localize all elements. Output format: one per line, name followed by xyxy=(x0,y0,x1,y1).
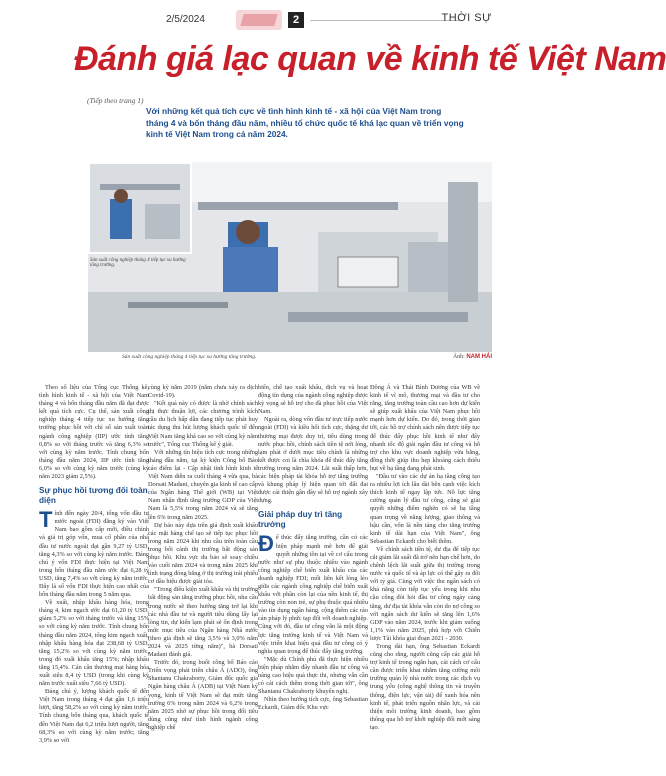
paragraph: Theo số liệu của Tổng cục Thống kê, tình hình kinh tế - xã hội của Việt Nam tháng 4 và bốn tháng đầu năm đã đạt được kết quả tích cực. Cụ thể, sản xuất công nghiệp tháng 4 tiếp tục xu hướng tăng trưởng phục hồi với chỉ số sản xuất toàn ngành công nghiệp (IIP) ước tính tăng 0,8% so với tháng trước và tăng 6,3% so với cùng kỳ năm trước. Tính chung bốn tháng đầu năm 2024, IIP ước tính tăng 6,0% so với cùng kỳ năm trước (cùng kỳ năm 2023 giảm 2,5%). xyxy=(39,384,149,481)
drop-cap: T xyxy=(39,507,53,533)
paragraph: "Kết quả này có được là nhờ chính sách thị thực thuận lợi, các chương trình kích cầu du lịch hấp dẫn đang tiếp tục phát huy tác dụng thu hút lượng khách quốc tế đến Việt Nam tăng khá cao so với cùng kỳ năm trước", Tổng cục Thống kê ý giải. xyxy=(148,400,258,448)
paragraph: "Mặc dù Chính phủ đã thực hiện nhiều biện pháp nhằm đẩy nhanh đầu tư công và nâng cao hiệu quả thực thi, nhưng vẫn cần có cải cách thêm trong thời gian tới", ông Shantanu Chakraborty khuyến nghị. xyxy=(258,655,368,696)
article-headline: Đánh giá lạc quan về kinh tế Việt Nam xyxy=(74,40,666,78)
article-column-4 xyxy=(370,384,480,732)
newspaper-logo xyxy=(236,10,282,30)
paragraph: Đông Á và Thái Bình Dương của WB về kinh tế vĩ mô, thương mại và đầu tư cho rằng, tăng trưởng toàn cầu cao hơn dự kiến sẽ giúp xuất khẩu của Việt Nam phục hồi mạnh hơn dự kiến. Do đó, trong thời gian tới, các hồ trợ chính sách nên được tiếp tục để thúc đẩy phục hồi kinh tế như đẩy nhanh tốc độ giải ngân đầu tư công và hỗ trợ cho khu vực doanh nghiệp vừa bằng, đồng thời giúp thu hẹp khoảng cách thiếu hụt về hạ tầng đang phát sinh. xyxy=(370,384,480,472)
article-column-1 xyxy=(39,384,149,745)
article-column-3 xyxy=(258,384,368,712)
continued-note: (Tiếp theo trang 1) xyxy=(87,96,144,105)
paragraph: Trước đó, trong buổi công bố Báo cáo Triển vọng phát triển châu Á (ADO), ông Shantanu Chakraborty, Giám đốc quốc gia Ngân hàng châu Á (ADB) tại Việt Nam kỳ vọng, kinh tế Việt Nam sẽ đạt mức tăng trưởng 6% trong năm 2024 và 6,2% trong năm 2025 nhờ sự phục hồi trong đối tiêu dùng cũng như tình hình ngành công nghiệp chế xyxy=(148,659,258,731)
article-column-2 xyxy=(148,384,258,732)
paragraph: Trong dài hạn, ông Sebastian Eckardt cũng cho rằng, người cũng cấp các giải hỗ trợ kinh tế trong ngắn hạn, cải cách cơ cấu cần được triển khai nhằm tăng cường môi trường quản lý nhà nước trong các dịch vụ trung yếu (công nghệ thông tin và truyền thông, điện lực, vận tải) để xanh hóa nền kinh tế, phát triển nguồn nhân lực, và cải thiện môi trường kinh doanh, bao gồm thông qua hỗ trợ khởi nghiệp đổi mới sáng tạo. xyxy=(370,643,480,731)
subheading: Sự phục hồi tương đối toàn diện xyxy=(39,486,148,506)
inset-caption: Sản xuất công nghiệp tháng 4 tiếp tục xu hướng tăng trưởng. xyxy=(90,258,186,268)
article-photo xyxy=(88,162,492,352)
credit-label: Ảnh: xyxy=(452,354,465,360)
header-rule xyxy=(310,20,460,21)
paragraph: Đáng chú ý, lượng khách quốc tế đến Việt Nam trong tháng 4 đạt gần 1,6 triệu lượt, tăng 58,2% so với cùng kỳ năm trước. Tính chung bốn tháng qua, khách quốc tế đến Việt Nam đạt 6,2 triệu lượt người, tăng 68,3% so với cùng kỳ năm trước; tăng 3,9% so với xyxy=(39,688,149,744)
paragraph: cùng kỳ năm 2019 (năm chưa xảy ra dịch Covid-19). xyxy=(148,384,258,400)
paragraph: "Đầu tư vào các dự án hạ tầng công tạo ra nhiều lợi ích lâu dài bên cạnh việc kích thích kinh tế ngay lập tức. Nỗ lực tăng cường quản lý đầu tư công, cũng sẽ giải quyết những điểm nghẽn có sẽ hạ tầng quan trọng về năng lượng, giao thông và hậu cần, vốn là nền tảng cho tăng trưởng kinh tế dài hạn của Việt Nam", ông Sebastian Eckardt cho biết thêm. xyxy=(370,473,480,545)
paragraph-dropcap xyxy=(258,531,368,655)
paragraph-text: ể thúc đẩy tăng trưởng, cần có các biện pháp mạnh mẽ hơn để giải quyết những tồn tại về cơ cấu trong nước như sự phụ thuộc nhiều vào ngành công nghiệp chế biến xuất khẩu của các doanh nghiệp FDI; mối liên kết lỏng lẻo giữa các ngành công nghiệp chế biến xuất khẩu với phần còn lại của nền kinh tế, thị trường còn non trẻ, sự phụ thuộc quá nhiều vào tín dụng ngân hàng, cộng thêm các rào cản pháp lý phức tạp đối với doanh nghiệp. Cũng với đó, đầu tư công vẫn là một động lực tăng trưởng kinh tế và Việt Nam và việc triển khai hiệu quả đầu tư công có ý nghĩa quan trọng để thúc đẩy tăng trưởng. xyxy=(258,534,368,655)
paragraph: Ngoài ra, dòng vốn đầu tư trực tiếp nước ngoài (FDI) và kiều hối tích cực, thặng dư thương mại được duy trì, tiêu dùng trong nước phục hồi, chính sách tiền tệ nới lỏng, lạm phát ở dưới mục tiêu chính là những kết được coi là chìa khóa để thúc đẩy tăng trưởng trong năm 2024. Lãi suất thấp hơn, các biện pháp tài khóa hỗ trợ tăng trưởng và khung pháp lý hiện quan tới đất đai được cải thiện gần đây sẽ hỗ trợ ngành xây dựng. xyxy=(258,416,368,505)
paragraph-dropcap xyxy=(39,507,149,599)
paragraph: Nhìn theo hướng tích cực, ông Sebastian Eckardt, Giám đốc Khu vực xyxy=(258,696,368,712)
article-lead: Với những kết quả tích cực về tình hình kinh tế - xã hội của Việt Nam trong tháng 4 và bốn tháng đầu năm, nhiều tổ chức quốc tế khá lạc quan về triển vọng kinh tế Việt Nam trong cả năm 2024. xyxy=(146,106,464,139)
paragraph: biến, chế tạo xuất khẩu, dịch vụ và hoạt động tín dụng của ngành công nghiệp được kỳ vọng sẽ hỗ trợ cho đà phục hồi của Việt Nam. xyxy=(258,384,368,416)
page-number: 2 xyxy=(288,12,304,28)
inset-illustration xyxy=(90,164,190,252)
drop-cap: Đ xyxy=(258,531,274,557)
issue-date: 2/5/2024 xyxy=(166,14,205,25)
paragraph: Về xuất, nhập khẩu hàng hóa, trong tháng 4, kim ngạch ước đạt 61,20 tỷ USD, giảm 5,2% so với tháng trước và tăng 15% so với cùng kỳ năm trước. Tính chung bốn tháng đầu năm 2024, tổng kim ngạch xuất, nhập khẩu hàng hóa đạt 238,68 tỷ USD, tăng 15,2% so với cùng kỳ năm trước, trong đó xuất khẩu tăng 15%; nhập khẩu tăng 15,4%. Cán cân thương mại hàng hóa xuất siêu 8,4 tỷ USD (trong khi cùng kỳ năm trước xuất siêu 7,66 tỷ USD). xyxy=(39,599,149,688)
page-header xyxy=(40,8,492,34)
photo-caption: Sản xuất công nghiệp tháng 4 tiếp tục xu hướng tăng trưởng. xyxy=(122,354,257,360)
paragraph: Dự báo này dựa trên giả định xuất khẩu các mặt hàng chế tạo sẽ tiếp tục phục hồi trong năm 2024 khi nhu cầu trên toàn cầu trong bối cảnh thị trường bất động sản phục hồi. Khu vực du bảo sẽ soay chiều vào cuối năm 2024 và trong năm 2025 khi tình trạng đóng băng ở thị trường trái phiếu cơ dầu hiệu được giải tỏa. xyxy=(148,521,258,586)
paragraph: Với những tín hiệu tích cực trong những tháng đầu năm, tại kỳ kiện Công bố Báo cáo điểm lại - Cập nhật tình hình kinh tế Việt Nam diễn ra cuối tháng 4 vừa qua, bà Dorsati Madani, chuyên gia kinh tế cao cấp của Ngân hàng Thế giới (WB) tại Việt Nam nhận định tăng trưởng GDP của Việt Nam là 5,5% trong năm 2024 và sẽ tăng lên 6% trong năm 2025. xyxy=(148,448,258,521)
paragraph: "Trong điều kiện xuất khẩu và thị trường bất động sản tăng trưởng phục hồi, nhu cầu trong nước sẽ theo hướng tăng trở lại khi các nhà đầu tư và người tiêu dùng lấy lại lòng tin, dự kiến lạm phát sẽ ổn định trong mức mục tiêu của Ngân hàng Nhà nước (theo giả định sẽ tăng 3,5% và 3,0% năm 2024 và 2025 từng năm)", bà Dorsati Madani đánh giá. xyxy=(148,586,258,659)
section-name: THỜI SỰ xyxy=(441,12,492,24)
photo-credit xyxy=(453,354,492,360)
credit-name: NAM HẢI xyxy=(466,354,492,360)
paragraph: Về chính sách tiền tệ, dư địa để tiếp tục cắt giảm lãi suất đã trở nên hạn chế hơn, do chênh lệch lãi suất giữa thị trường trong nước và quốc tế và áp lực có thể gây ra đối với tỷ giá. Cùng với việc thu ngân sách có khả năng còn tiếp tục yếu trong khi nhu cầu công đòi hỏi đầu tư công ngày càng tăng, dư địa tài khóa vẫn còn do nợ công so với ngân sách dư kiến sẽ tăng lên 1,6% GDP vào năm 2024, trước khi giảm xuống 1,1% vào năm 2025, phù hợp với Chiến lược Tài khóa giai đoạn 2021 - 2030. xyxy=(370,545,480,642)
inset-photo xyxy=(88,162,192,254)
paragraph-text: ính đến ngày 20/4, tổng vốn đầu tư nước ngoài (FDI) đăng ký vào Việt Nam bao gồm cấp mới, điều chỉnh và giá trị góp vốn, mua cổ phần của nhà đầu tư nước ngoài đạt gần 9,27 tỷ USD, tăng 4,3% so với cùng kỳ năm trước. Đáng chú ý vốn FDI thực hiện tại Việt Nam trong bốn tháng đầu năm ước đạt 6,28 tỷ USD, tăng 7,4% so với cùng kỳ năm trước. Đây là số vốn FDI thực hiện cao nhất của bốn tháng đầu năm trong 5 năm qua. xyxy=(39,510,149,599)
subheading: Giải pháp duy trì tăng trưởng xyxy=(258,510,343,530)
